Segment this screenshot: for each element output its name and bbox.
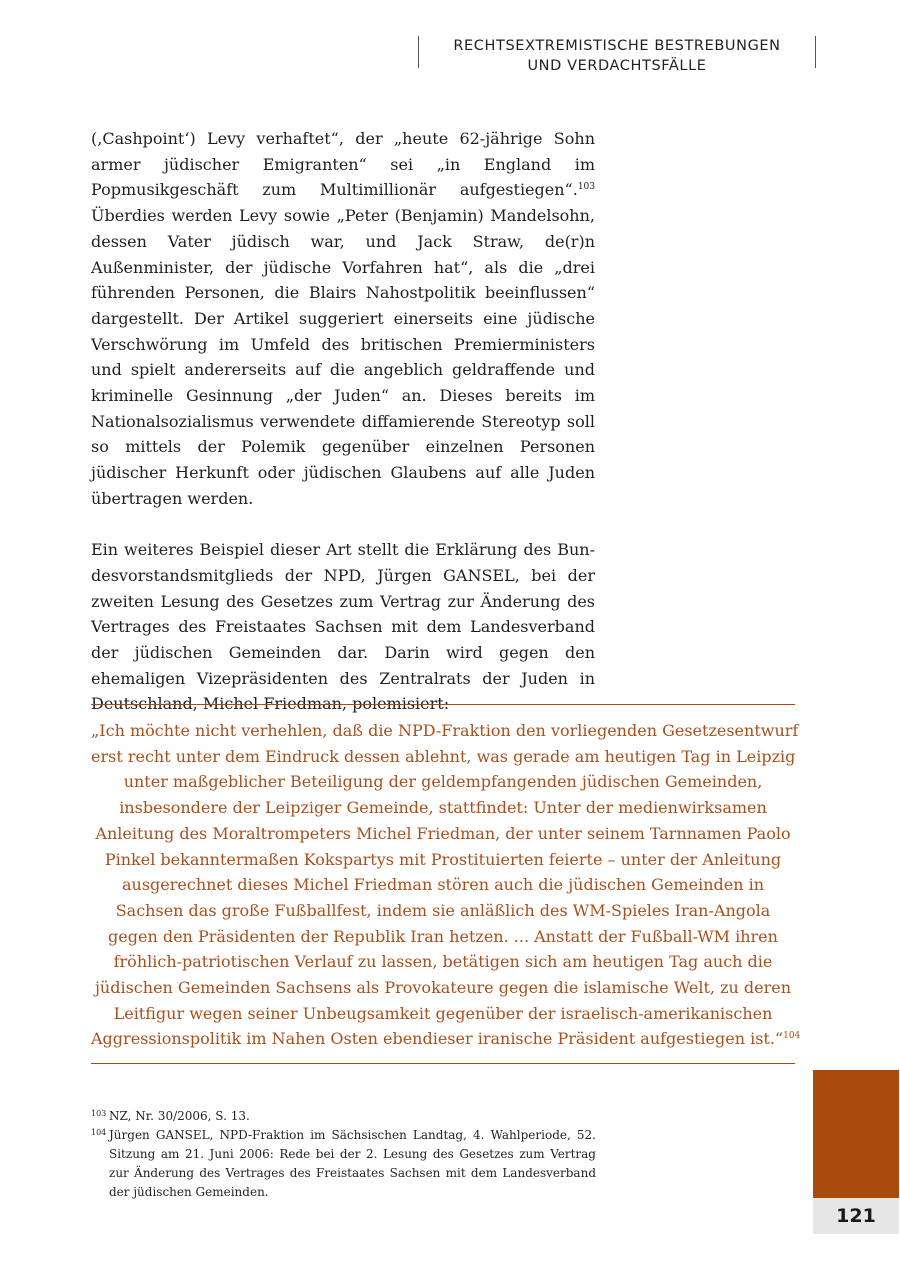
footnote-ref-104[interactable]: 104 (783, 1031, 801, 1042)
page-color-tab (813, 1070, 899, 1198)
quote-line-last (91, 1026, 801, 1052)
footnote-text: NZ, Nr. 30/2006, S. 13. (109, 1109, 250, 1123)
quote-line: Anleitung des Moraltrompeters Michel Friedman, der unter seinem Tarnnamen Paolo (95, 823, 791, 843)
quote-line: insbesondere der Leipziger Gemeinde, stattfindet: Unter der medienwirksamen (119, 798, 767, 818)
quote-line: erst recht unter dem Eindruck dessen ablehnt, was gerade am heutigen Tag in Leipzig (91, 746, 796, 766)
paragraph-1-part-b: Überdies werden Levy sowie „Peter (Benjamin) Mandelsohn, dessen Vater jüdisch war, und Jack Straw, de(r)n Außenminister, der jüdische Vorfahren hat“, als die „drei führenden Personen, die Blairs Nahostpolitik beeinflussen“ dargestellt. Der Artikel suggeriert einerseits eine jüdische Verschwörung im Umfeld des britischen Premierministers und spielt andererseits auf die angeblich geldraffende und kriminelle Gesinnung „der Juden“ an. Dieses bereits im Nationalsozialismus verwendete diffamierende Stereotyp soll so mittels der Polemik gegenüber einzelnen Personen jüdischer Herkunft oder jüdischen Glaubens auf alle Juden übertragen werden. (91, 206, 595, 508)
quote-line: Leitfigur wegen seiner Unbeugsamkeit gegenüber der israelisch-amerikanischen (113, 1003, 773, 1023)
footnote-number: 104 (91, 1128, 107, 1137)
footnotes (91, 1107, 596, 1202)
body-text (91, 126, 595, 717)
block-quote (91, 718, 801, 1052)
running-header (418, 36, 816, 74)
quote-last-text: Aggressionspolitik im Nahen Osten ebendieser iranische Präsident aufgestiegen ist.“ (91, 1029, 784, 1049)
paragraph-1 (91, 126, 595, 512)
footnote-text: Jürgen GANSEL, NPD-Fraktion im Sächsischen Landtag, 4. Wahlperiode, 52. Sitzung am 21. Juni 2006: Rede bei der 2. Lesung des Gesetzes zum Vertrag zur Änderung des Vertrages des Freistaates Sachsen mit dem Landesverband der jüdischen Gemeinden. (109, 1128, 596, 1199)
paragraph-2: Ein weiteres Beispiel dieser Art stellt die Erklärung des Bundesvorstandsmitglieds der NPD, Jürgen GANSEL, bei der zweiten Lesung des Gesetzes zum Vertrag zur Änderung des Vertrages des Freistaates Sachsen mit dem Landesverband der jüdischen Gemeinden dar. Darin wird gegen den ehemaligen Vizepräsidenten des Zentralrats der Juden in Deutschland, Michel Friedman, polemisiert: (91, 540, 595, 714)
quote-line: fröhlich-patriotischen Verlauf zu lassen, betätigen sich am heutigen Tag auch die (113, 952, 773, 972)
quote-line: jüdischen Gemeinden Sachsens als Provokateure gegen die islamische Welt, zu deren (94, 978, 792, 998)
footnote-number: 103 (91, 1109, 107, 1118)
quote-box (91, 704, 801, 1064)
quote-line: Sachsen das große Fußballfest, indem sie anläßlich des WM-Spieles Iran-Angola (115, 900, 771, 920)
footnote-ref-103[interactable]: 103 (577, 182, 595, 193)
header-line-2: UND VERDACHTSFÄLLE (527, 58, 707, 74)
quote-line: ausgerechnet dieses Michel Friedman stören auch die jüdischen Gemeinden in (121, 875, 765, 895)
quote-line: Pinkel bekanntermaßen Kokspartys mit Prostituierten feierte – unter der Anleitung (104, 849, 782, 869)
quote-line: gegen den Präsidenten der Republik Iran hetzen. ... Anstatt der Fußball-WM ihren (108, 926, 778, 946)
header-line-1: RECHTSEXTREMISTISCHE BESTREBUNGEN (453, 38, 781, 54)
paragraph-1-part-a: (‚Cashpoint‘) Levy verhaftet“, der „heute 62-jährige Sohn armer jüdischer Emigranten“ sei „in England im Popmusikgeschäft zum Multimillionär aufgestiegen“. (91, 129, 595, 200)
quote-line: unter maßgeblicher Beteiligung der geldempfangenden jüdischen Gemeinden, (123, 772, 763, 792)
page-number: 121 (813, 1198, 899, 1234)
footnote-103 (91, 1107, 596, 1126)
footnote-104 (91, 1126, 596, 1202)
quote-line: „Ich möchte nicht verhehlen, daß die NPD-Fraktion den vorliegenden Gesetzesentwurf (91, 721, 799, 740)
